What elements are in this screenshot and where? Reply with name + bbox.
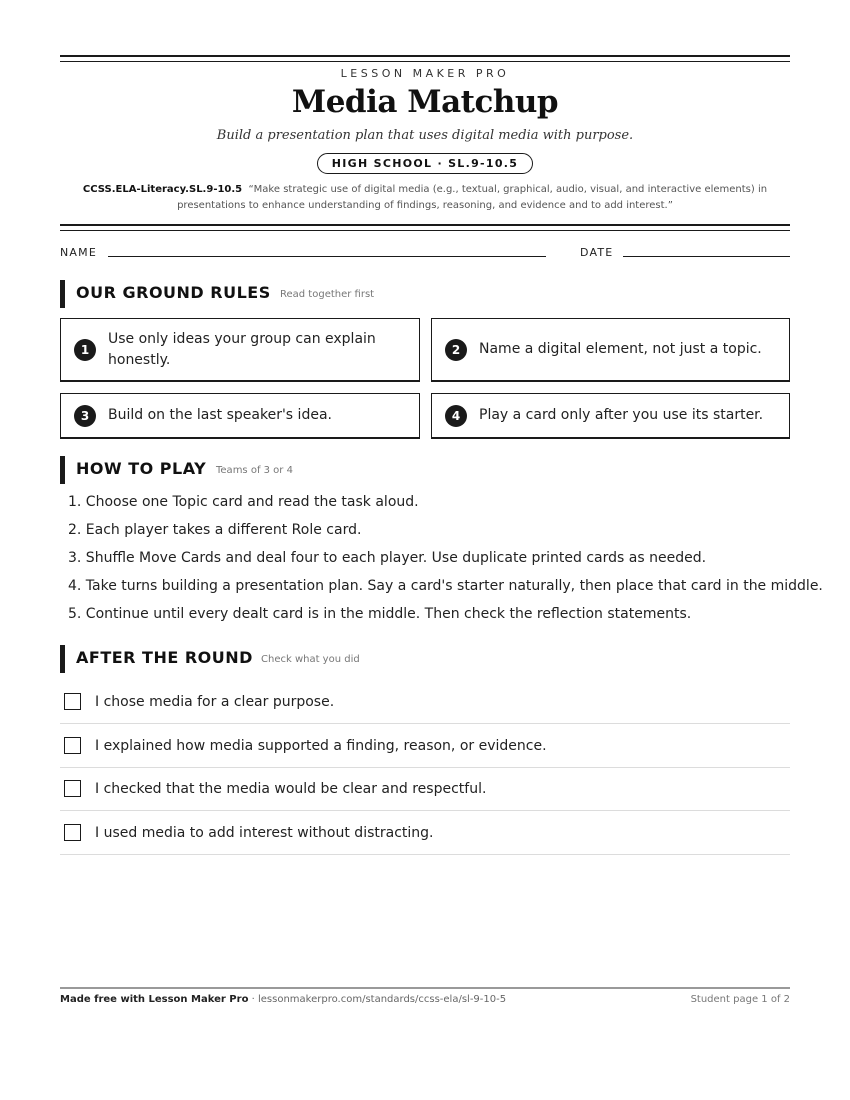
- footer-url-link[interactable]: lessonmakerpro.com/standards/ccss-ela/sl-9-10-5: [257, 994, 507, 1005]
- worksheet-page: [60, 0, 823, 1100]
- checklist-text: I chose media for a clear purpose.: [95, 694, 335, 710]
- section-bar: [60, 456, 65, 484]
- page-indicator: Student page 1 of 2: [690, 994, 790, 1005]
- grade-badge-wrap: [60, 152, 790, 174]
- name-label: NAME: [60, 246, 97, 259]
- checkbox[interactable]: [64, 824, 81, 841]
- step-item: 5. Continue until every dealt card is in the middle. Then check the reflection statements.: [68, 606, 692, 622]
- rule-text: Name a digital element, not just a topic.: [479, 341, 762, 357]
- checklist-item: [60, 811, 790, 855]
- rule-number-badge: 3: [74, 405, 96, 427]
- ground-rule-card-1: [60, 318, 420, 382]
- checklist-text: I used media to add interest without distracting.: [95, 825, 434, 841]
- date-label: DATE: [580, 246, 614, 259]
- standard-statement: [70, 182, 780, 214]
- section-bar: [60, 645, 65, 673]
- page-title: Media Matchup: [291, 84, 559, 120]
- page-subtitle: Build a presentation plan that uses digital media with purpose.: [216, 128, 634, 143]
- standard-code: CCSS.ELA-Literacy.SL.9-10.5: [82, 184, 243, 195]
- footer-credit: [60, 994, 506, 1005]
- rule-text: Build on the last speaker's idea.: [108, 407, 332, 423]
- after-round-note: Check what you did: [261, 654, 360, 665]
- checklist-item: [60, 724, 790, 768]
- how-to-play-heading: HOW TO PLAY: [76, 459, 207, 478]
- footer-rule: [60, 987, 790, 989]
- section-bar: [60, 280, 65, 308]
- checklist-item: [60, 767, 790, 811]
- step-item: 3. Shuffle Move Cards and deal four to each player. Use duplicate printed cards as needed.: [68, 550, 707, 566]
- rule-text: Play a card only after you use its starter.: [479, 407, 764, 423]
- rule-number-badge: 4: [445, 405, 467, 427]
- step-item: 2. Each player takes a different Role card.: [68, 522, 362, 538]
- checkbox[interactable]: [64, 737, 81, 754]
- rule-number-badge: 2: [445, 339, 467, 361]
- checklist-item: [60, 680, 790, 724]
- step-item: 1. Choose one Topic card and read the task aloud.: [68, 494, 419, 510]
- standard-text: “Make strategic use of digital media (e.g., textual, graphical, audio, visual, and interactive elements) in presentations to enhance understanding of findings, reasoning, and evidence and to add interest.”: [177, 184, 768, 211]
- header-top-rule: [60, 55, 790, 62]
- step-item: 4. Take turns building a presentation plan. Say a card's starter naturally, then place that card in the middle.: [68, 578, 823, 594]
- grade-standard-badge: HIGH SCHOOL · SL.9-10.5: [317, 153, 533, 174]
- name-field[interactable]: [108, 256, 546, 257]
- ground-rule-card-4: [431, 393, 790, 439]
- date-field[interactable]: [623, 256, 790, 257]
- brand-eyebrow: LESSON MAKER PRO: [340, 67, 510, 80]
- how-to-play-steps: [68, 492, 823, 632]
- footer-separator: ·: [248, 994, 258, 1005]
- rule-number-badge: 1: [74, 339, 96, 361]
- ground-rule-card-3: [60, 393, 420, 439]
- footer-brand: Made free with Lesson Maker Pro: [60, 994, 249, 1005]
- header-bottom-rule: [60, 224, 790, 231]
- ground-rule-card-2: [431, 318, 790, 382]
- how-to-play-note: Teams of 3 or 4: [216, 465, 293, 476]
- checklist-text: I explained how media supported a finding, reason, or evidence.: [95, 738, 547, 754]
- checkbox[interactable]: [64, 693, 81, 710]
- checkbox[interactable]: [64, 780, 81, 797]
- after-round-heading: AFTER THE ROUND: [76, 648, 253, 667]
- rule-text: Use only ideas your group can explain honestly.: [108, 331, 376, 368]
- ground-rules-note: Read together first: [280, 289, 375, 300]
- ground-rules-heading: OUR GROUND RULES: [76, 283, 271, 302]
- checklist-text: I checked that the media would be clear and respectful.: [95, 781, 487, 797]
